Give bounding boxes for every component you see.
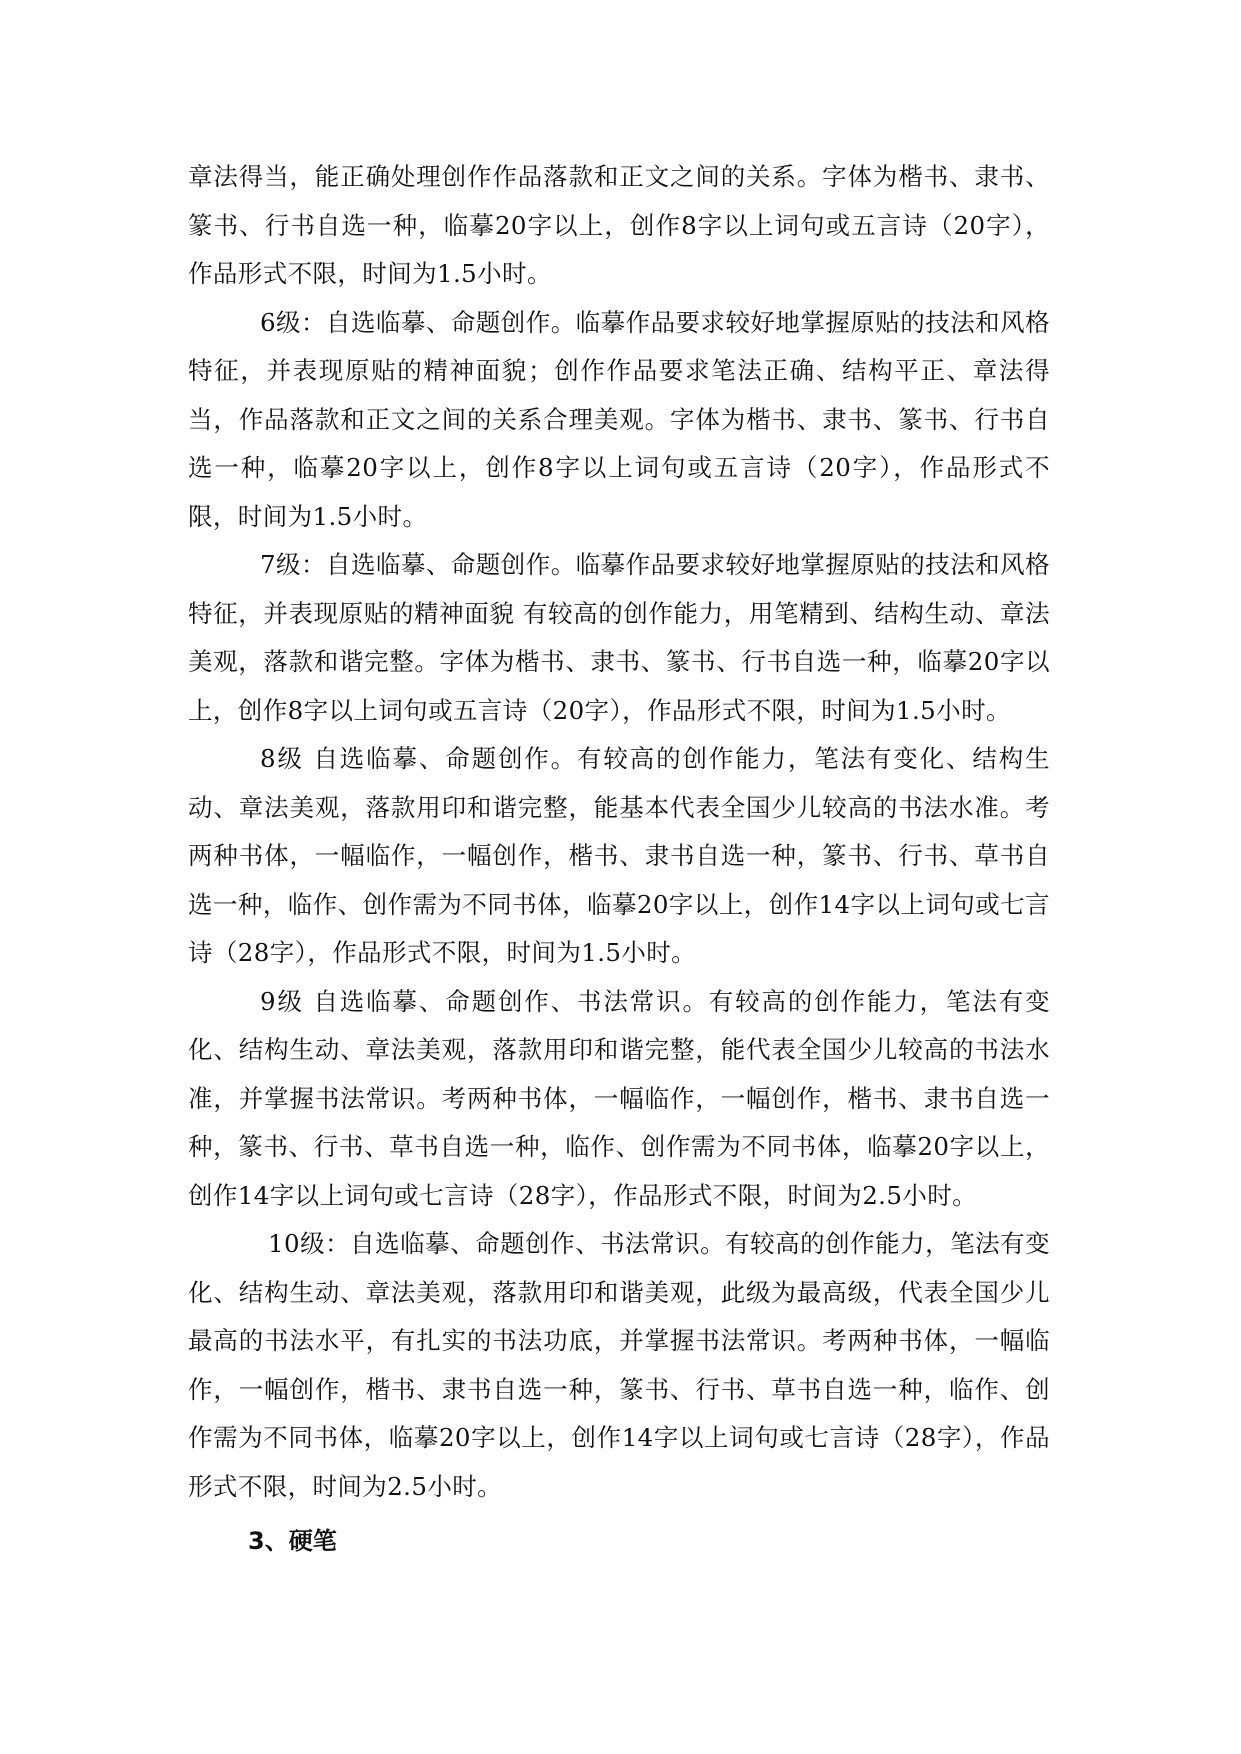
paragraph-level-9: 9级 自选临摹、命题创作、书法常识。有较高的创作能力，笔法有变化、结构生动、章法美观，落款用印和谐完整，能代表全国少儿较高的书法水准，并掌握书法常识。考两种书体，一幅临作，一幅创作，楷书、隶书自选一种，篆书、行书、草书自选一种，临作、创作需为不同书体，临摹20字以上，创作14字以上词句或七言诗（28字），作品形式不限，时间为2.5小时。 bbox=[188, 986, 1050, 1210]
paragraph-level-8: 8级 自选临摹、命题创作。有较高的创作能力，笔法有变化、结构生动、章法美观，落款用印和谐完整，能基本代表全国少儿较高的书法水准。考两种书体，一幅临作，一幅创作，楷书、隶书自选一种，篆书、行书、草书自选一种，临作、创作需为不同书体，临摹20字以上，创作14字以上词句或七言诗（28字），作品形式不限，时间为1.5小时。 bbox=[188, 744, 1050, 967]
paragraph-level-6: 6级：自选临摹、命题创作。临摹作品要求较好地掌握原贴的技法和风格特征，并表现原贴的精神面貌；创作作品要求笔法正确、结构平正、章法得当，作品落款和正文之间的关系合理美观。字体为楷书、隶书、篆书、行书自选一种，临摹20字以上，创作8字以上词句或五言诗（20字），作品形式不限，时间为1.5小时。 bbox=[188, 307, 1050, 531]
section-heading: 3、硬笔 bbox=[248, 1527, 337, 1555]
paragraph-level-5-continued: 章法得当，能正确处理创作作品落款和正文之间的关系。字体为楷书、隶书、篆书、行书自选一种，临摹20字以上，创作8字以上词句或五言诗（20字），作品形式不限，时间为1.5小时。 bbox=[188, 162, 1050, 288]
document-body bbox=[188, 153, 1050, 1565]
paragraph-level-7: 7级：自选临摹、命题创作。临摹作品要求较好地掌握原贴的技法和风格特征，并表现原贴的精神面貌 有较高的创作能力，用笔精到、结构生动、章法美观，落款和谐完整。字体为楷书、隶书、篆书、行书自选一种，临摹20字以上，创作8字以上词句或五言诗（20字），作品形式不限，时间为1.5小时。 bbox=[188, 550, 1050, 725]
paragraph-level-10: 10级：自选临摹、命题创作、书法常识。有较高的创作能力，笔法有变化、结构生动、章法美观，落款用印和谐美观，此级为最高级，代表全国少儿最高的书法水平，有扎实的书法功底，并掌握书法常识。考两种书体，一幅临作，一幅创作，楷书、隶书自选一种，篆书、行书、草书自选一种，临作、创作需为不同书体，临摹20字以上，创作14字以上词句或七言诗（28字），作品形式不限，时间为2.5小时。 bbox=[188, 1229, 1050, 1501]
